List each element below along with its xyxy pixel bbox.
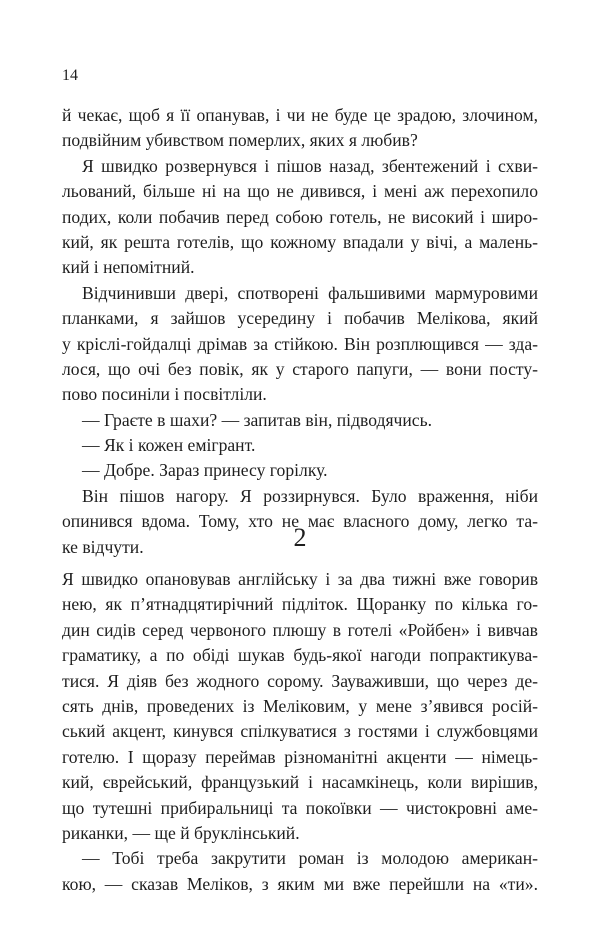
chapter-heading: 2	[293, 523, 307, 552]
text-line: лося, що очі без повік, як у старого папуги, — вони посту-	[62, 358, 538, 379]
text-line: подих, коли побачив перед собою готель, не високий і широ-	[62, 206, 538, 227]
text-line: — Добре. Зараз принесу горілку.	[82, 460, 328, 481]
paragraph-2	[62, 154, 538, 281]
text-line: — Тобі треба закрутити роман із молодою американ-	[82, 848, 538, 869]
text-line: планками, я зайшов усередину і побачив Мелікова, який	[62, 308, 538, 329]
text-line: готелю. І щоразу переймав різноманітні акценти — німець-	[62, 746, 538, 767]
text-line: тися. Я діяв без жодного сорому. Зауваживши, що через де-	[62, 670, 538, 691]
dialogue-line-1	[62, 408, 538, 433]
dialogue-line-2	[62, 433, 538, 458]
text-block-section-1	[62, 103, 538, 560]
text-line: Відчинивши двері, спотворені фальшивими мармуровими	[82, 282, 538, 303]
text-line: що тутешні прибиральниці та покоївки — чистокровні аме-	[62, 797, 538, 818]
text-line: ке відчути.	[62, 536, 144, 557]
text-line: Я швидко опановував англійську і за два тижні вже говорив	[62, 569, 538, 589]
text-line: кою, — сказав Меліков, з яким ми вже перейшли на «ти».	[62, 873, 538, 894]
text-line: у кріслі-гойдалці дрімав за стійкою. Він розплющився — зда-	[62, 333, 538, 354]
text-line: дин сидів серед червоного плюшу в готелі «Ройбен» і вивчав	[62, 619, 538, 640]
text-line: сять днів, проведених із Меліковим, у мене з’явився росій-	[62, 695, 538, 716]
paragraph-5	[62, 567, 538, 846]
text-line: ський акцент, кинувся спілкуватися з гостями і службовцями	[62, 721, 538, 742]
text-line: кий і непомітний.	[62, 257, 195, 278]
text-block-section-2	[62, 567, 538, 897]
page-number: 14	[62, 67, 78, 84]
text-line: подвійним убивством померлих, яких я любив?	[62, 130, 418, 151]
text-line: — Граєте в шахи? — запитав він, підводячись.	[82, 409, 433, 430]
text-line: риканки, — ще й бруклінський.	[62, 822, 300, 843]
dialogue-line-3	[62, 458, 538, 483]
paragraph-1	[62, 103, 538, 154]
text-line: й чекає, щоб я її опанував, і чи не буде це зрадою, злочином,	[62, 105, 538, 125]
text-line: опинився вдома. Тому, хто не має власного дому, легко та-	[62, 511, 538, 532]
text-line: Я швидко розвернувся і пішов назад, збентежений і схви-	[82, 155, 538, 176]
text-line: Він пішов нагору. Я роззирнувся. Було враження, ніби	[82, 485, 538, 506]
text-line: нею, як п’ятнадцятирічний підліток. Щоранку по кілька го-	[62, 594, 538, 615]
paragraph-6	[62, 846, 538, 897]
text-line: пово посиніли і посвітліли.	[62, 384, 267, 405]
text-line: граматику, а по обіді шукав будь-якої нагоди попрактикува-	[62, 645, 538, 666]
text-line: кий, як решта готелів, що кожному впадали у вічі, а малень-	[62, 231, 538, 252]
text-line: льований, більше ні на що не дивився, і мені аж перехопило	[62, 181, 538, 202]
text-line: кий, єврейський, французький і насамкінець, коли вирішив,	[62, 772, 538, 793]
text-line: — Як і кожен емігрант.	[82, 435, 256, 456]
paragraph-3	[62, 281, 538, 408]
